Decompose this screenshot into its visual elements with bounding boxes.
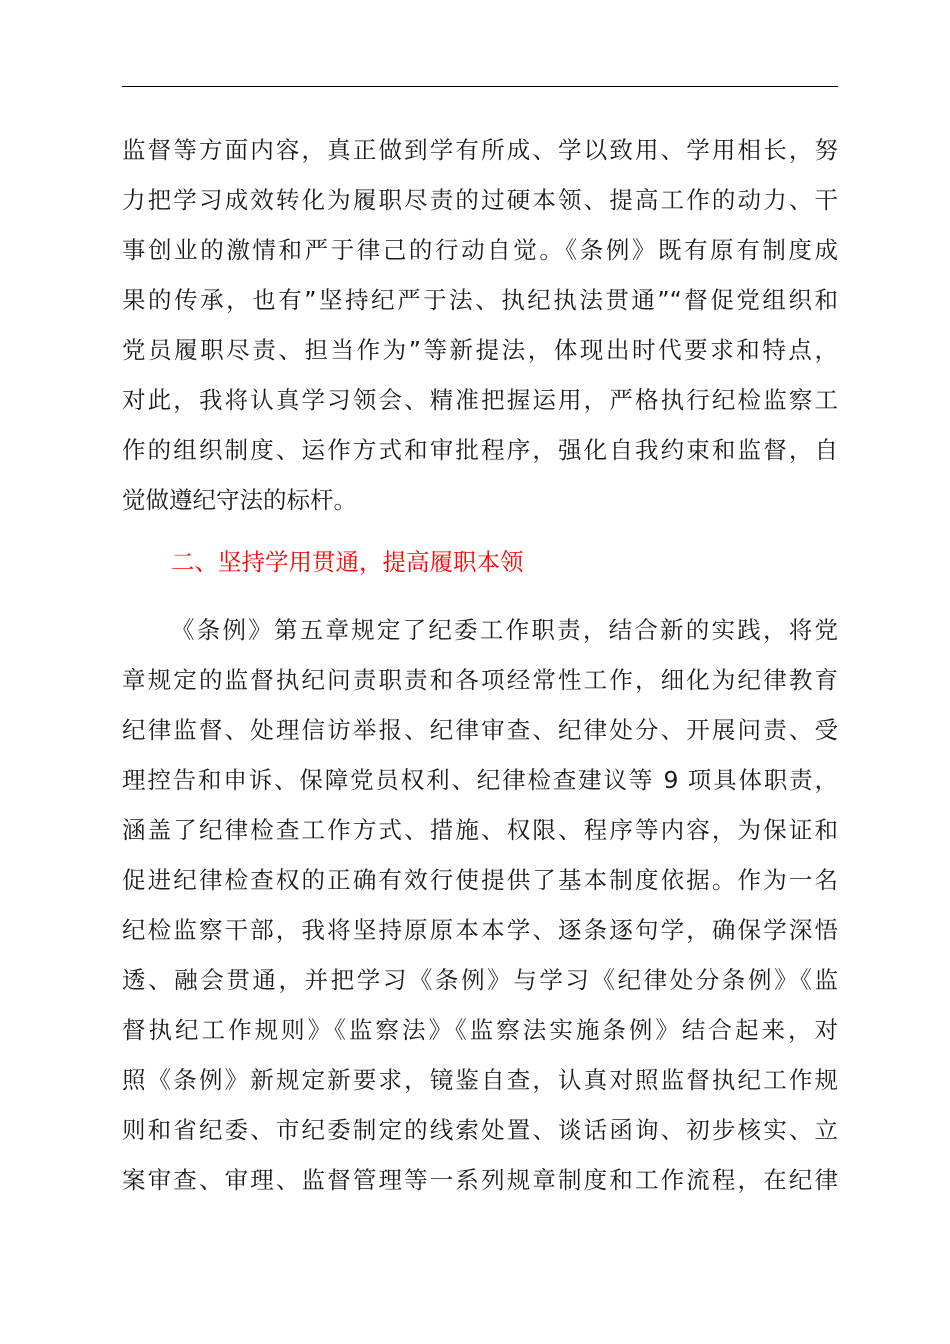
paragraph-line: 事创业的激情和严于律己的行动自觉。《条例》既有原有制度成 (122, 236, 838, 264)
paragraph-line: 纪检监察干部，我将坚持原原本本学、逐条逐句学，确保学深悟 (122, 916, 838, 944)
paragraph-line: 党员履职尽责、担当作为”等新提法，体现出时代要求和特点， (122, 336, 838, 364)
paragraph-line: 果的传承，也有”坚持纪严于法、执纪执法贯通”“督促党组织和 (122, 286, 838, 314)
paragraph-line: 则和省纪委、市纪委制定的线索处置、谈话函询、初步核实、立 (122, 1116, 838, 1144)
paragraph-line: 力把学习成效转化为履职尽责的过硬本领、提高工作的动力、干 (122, 186, 838, 214)
header-rule (122, 86, 838, 87)
paragraph-line: 监督等方面内容，真正做到学有所成、学以致用、学用相长，努 (122, 136, 838, 164)
paragraph-line: 理控告和申诉、保障党员权利、纪律检查建议等 9 项具体职责， (122, 766, 838, 794)
paragraph-line: 照《条例》新规定新要求，镜鉴自查，认真对照监督执纪工作规 (122, 1066, 838, 1094)
paragraph-line: 《条例》第五章规定了纪委工作职责，结合新的实践，将党 (171, 616, 838, 644)
paragraph-line: 纪律监督、处理信访举报、纪律审查、纪律处分、开展问责、受 (122, 716, 838, 744)
section-heading: 二、坚持学用贯通，提高履职本领 (171, 548, 524, 576)
paragraph-line: 案审查、审理、监督管理等一系列规章制度和工作流程，在纪律 (122, 1166, 838, 1194)
paragraph-line: 督执纪工作规则》《监察法》《监察法实施条例》结合起来，对 (122, 1016, 838, 1044)
paragraph-line: 涵盖了纪律检查工作方式、措施、权限、程序等内容，为保证和 (122, 816, 838, 844)
paragraph-line: 促进纪律检查权的正确有效行使提供了基本制度依据。作为一名 (122, 866, 838, 894)
paragraph-line: 觉做遵纪守法的标杆。 (122, 486, 357, 514)
paragraph-line: 作的组织制度、运作方式和审批程序，强化自我约束和监督，自 (122, 436, 838, 464)
paragraph-line: 对此，我将认真学习领会、精准把握运用，严格执行纪检监察工 (122, 386, 838, 414)
paragraph-line: 章规定的监督执纪问责职责和各项经常性工作，细化为纪律教育 (122, 666, 838, 694)
paragraph-line: 透、融会贯通，并把学习《条例》与学习《纪律处分条例》《监 (122, 966, 838, 994)
